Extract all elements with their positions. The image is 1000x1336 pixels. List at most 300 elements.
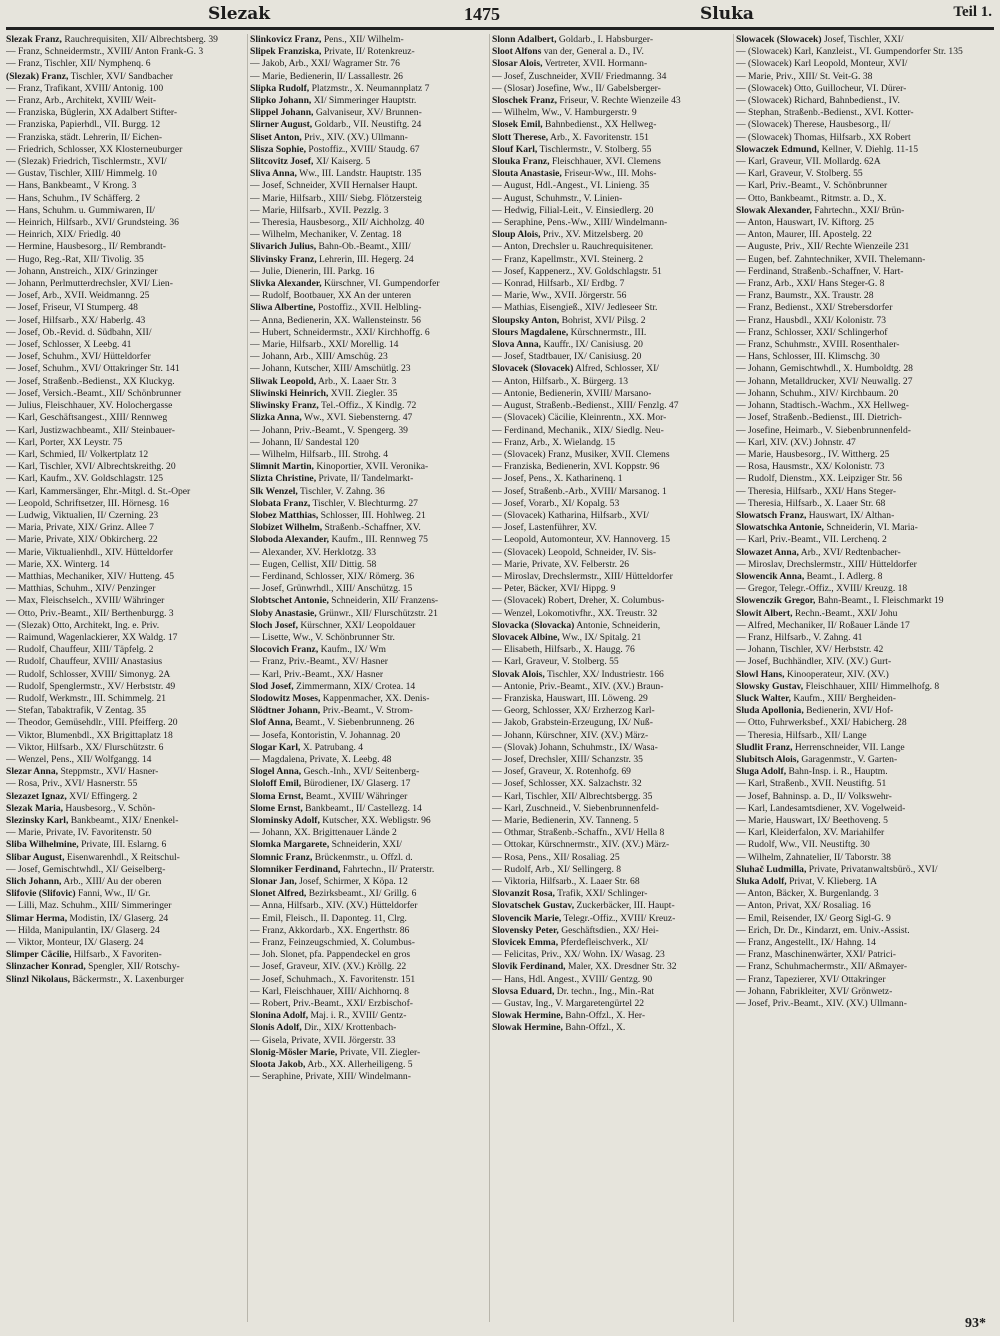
directory-entry: — (Slovacek) Cäcilie, Kleinrentn., XX. Mor- <box>492 412 667 424</box>
directory-entry: Slouta Anastasie, Friseur-Ww., III. Mohs- <box>492 168 657 180</box>
directory-entry: Slipko Johann, XI/ Simmeringer Hauptstr. <box>250 95 417 107</box>
directory-entry: — Karl, Landesamtsdiener, XV. Vogelweid- <box>736 802 906 814</box>
directory-entry: — (Slezak) Otto, Architekt, Ing. e. Priv. <box>6 619 160 631</box>
directory-entry: Slogel Anna, Gesch.-Inh., XVI/ Seitenberg- <box>250 766 420 778</box>
directory-entry: — Marie, Viktualienhdl., XIV. Hütteldorfer <box>6 546 173 558</box>
directory-entry: — Johann, II/ Sandestal 120 <box>250 436 359 448</box>
directory-entry: — Josef, Stadtbauer, IX/ Canisiusg. 20 <box>492 351 642 363</box>
directory-entry: — Wilhelm, Hilfsarb., III. Strohg. 4 <box>250 448 388 460</box>
directory-entry: — Johann, Perlmutterdrechsler, XVI/ Lien- <box>6 278 173 290</box>
directory-entry: — Theresia, Hilfsarb., XII/ Lange <box>736 729 867 741</box>
directory-entry: — Rudolf, Arb., XI/ Sellingerg. 8 <box>492 863 622 875</box>
column-divider <box>733 34 734 1322</box>
directory-entry: Slobez Matthias, Schlosser, III. Hohlweg. 21 <box>250 509 426 521</box>
directory-entry: Slödtner Johann, Priv.-Beamt., V. Strom- <box>250 705 413 717</box>
directory-entry: — (Slosar) Josefine, Ww., II/ Gabelsberger- <box>492 82 661 94</box>
directory-entry: Slovensky Peter, Geschäftsdien., XX/ Hei- <box>492 924 659 936</box>
directory-entry: — Marie, Priv., XIII/ St. Veit-G. 38 <box>736 70 873 82</box>
directory-entry: — Josef, Zuschneider, XVII/ Friedmanng. 34 <box>492 70 667 82</box>
directory-entry: — Konrad, Hilfsarb., XI/ Erdbg. 7 <box>492 278 625 290</box>
directory-entry: — Franz, Arb., Architekt, XVIII/ Weit- <box>6 95 157 107</box>
directory-entry: — Ferdinand, Straßenb.-Schaffner, V. Hart- <box>736 265 904 277</box>
directory-entry: — Karl, Justizwachbeamt., XII/ Steinbauer- <box>6 424 175 436</box>
directory-entry: — Hans, Hdl. Angest., XVIII/ Gentzg. 90 <box>492 973 653 985</box>
directory-entry: — (Slovacek) Franz, Musiker, XVII. Clemens <box>492 448 670 460</box>
directory-entry: — Johann, Tischler, XV/ Herbststr. 42 <box>736 644 884 656</box>
directory-entry: — Josef, Schuhmach., X. Favoritenstr. 151 <box>250 973 416 985</box>
directory-entry: — Josef, Friseur, VI Stumperg. 48 <box>6 302 138 314</box>
directory-entry: (Slezak) Franz, Tischler, XVI/ Sandbacher <box>6 70 173 82</box>
directory-entry: — Karl, Geschäftsangest., XIII/ Rennweg <box>6 412 168 424</box>
directory-entry: — Wenzel, Pens., XII/ Wolfgangg. 14 <box>6 753 152 765</box>
directory-entry: — Johann, Anstreich., XIX/ Grinzinger <box>6 265 158 277</box>
directory-entry: — (Slowacek) Richard, Bahnbedienst., IV. <box>736 95 900 107</box>
directory-entry: Sloboda Alexander, Kaufm., III. Rennweg 75 <box>250 534 428 546</box>
directory-entry: — Johann, Arb., XIII/ Amschüg. 23 <box>250 351 388 363</box>
directory-entry: — Josef, Schneider, XVII Hernalser Haupt. <box>250 180 418 192</box>
directory-entry: — Josef, Bahninsp. a. D., II/ Volkswehr- <box>736 790 892 802</box>
directory-entry: — (Slowacek) Karl Leopold, Monteur, XVI/ <box>736 58 908 70</box>
column-4 <box>736 34 994 1324</box>
directory-entry: Slezazet Ignaz, XVI/ Effingerg. 2 <box>6 790 138 802</box>
directory-entry: — Rudolf, Chauffeur, XVIII/ Anastasius <box>6 656 163 668</box>
directory-entry: — Johann, Priv.-Beamt., V. Spengerg. 39 <box>250 424 408 436</box>
directory-entry: — Franziska, Hauswart, III. Löweng. 29 <box>492 692 648 704</box>
directory-entry: — Marie, Hilfsarb., XXI/ Morellig. 14 <box>250 339 399 351</box>
directory-entry: — Josef, Ob.-Revid. d. Südbahn, XII/ <box>6 326 152 338</box>
directory-entry: — Viktor, Hilfsarb., XX/ Flurschützstr. 6 <box>6 741 164 753</box>
directory-entry: Slinzl Nikolaus, Bäckermstr., X. Laxenburger <box>6 973 184 985</box>
directory-entry: — Franz, Priv.-Beamt., XV/ Hasner <box>250 656 388 668</box>
directory-entry: — Josef, Lastenführer, XV. <box>492 522 597 534</box>
directory-entry: Slod Josef, Zimmermann, XIX/ Crotea. 14 <box>250 680 416 692</box>
directory-entry: — Josef, Graveur, X. Rotenhofg. 69 <box>492 766 631 778</box>
directory-entry: — Matthias, Schuhm., XIV/ Penzinger <box>6 583 156 595</box>
directory-entry: Sliwinsky Franz, Tel.-Offiz., X Kindlg. 72 <box>250 400 417 412</box>
directory-entry: — Franz, Arb., X. Wielandg. 15 <box>492 436 616 448</box>
directory-entry: — Antonie, Priv.-Beamt., XIV. (XV.) Braun- <box>492 680 664 692</box>
directory-entry: — Miroslav, Drechslermstr., XIII/ Hütteldorfer <box>492 570 673 582</box>
directory-entry: — Hans, Bankbeamt., V Krong. 3 <box>6 180 137 192</box>
directory-entry: Slifovie (Slifovic) Fanni, Ww., II/ Gr. <box>6 888 151 900</box>
directory-entry: — Anton, Hilfsarb., X. Bürgerg. 13 <box>492 375 629 387</box>
directory-entry: — Josef, Schlosser, X Leebg. 41 <box>6 339 132 351</box>
directory-entry: — Josef, Straßenb.-Bedienst., XX Kluckyg. <box>6 375 175 387</box>
directory-entry: Slonina Adolf, Maj. i. R., XVIII/ Gentz- <box>250 1010 407 1022</box>
directory-entry: — Marie, Hilfsarb., XIII/ Siebg. Flötzersteig <box>250 192 422 204</box>
directory-entry: — Rosa, Priv., XVI/ Hasnerstr. 55 <box>6 778 138 790</box>
directory-entry: — Josef, Straßenb.-Bedienst., III. Dietrich- <box>736 412 902 424</box>
directory-entry: Slubitsch Alois, Garagenmstr., V. Garten- <box>736 753 898 765</box>
column-divider <box>489 34 490 1322</box>
directory-entry: Sliset Anton, Priv., XIV. (XV.) Ullmann- <box>250 131 408 143</box>
directory-entry: — Hubert, Schneidermstr., XXI/ Kirchhoffg. 6 <box>250 326 430 338</box>
directory-entry: Slisza Sophie, Postoffiz., XVIII/ Staudg. 67 <box>250 143 420 155</box>
directory-entry: — Josef, Arb., XVII. Weidmanng. 25 <box>6 290 150 302</box>
directory-entry: Sloma Ernst, Beamt., XVIII/ Währinger <box>250 790 408 802</box>
directory-entry: Slowenczik Gregor, Bahn-Beamt., I. Fleischmarkt 19 <box>736 595 944 607</box>
directory-entry: Sluhač Ludmilla, Private, Privatanwaltsbürö., XVI/ <box>736 863 938 875</box>
directory-entry: — (Slowacek) Therese, Hausbesorg., II/ <box>736 119 891 131</box>
directory-entry: — Gustav, Tischler, XIII/ Himmelg. 10 <box>6 168 157 180</box>
directory-entry: Sluck Walter, Kaufm., XIII/ Bergheiden- <box>736 692 896 704</box>
directory-entry: Slowl Hans, Kinooperateur, XIV. (XV.) <box>736 668 889 680</box>
directory-entry: — Karl, Graveur, VII. Mollardg. 62A <box>736 156 881 168</box>
directory-entry: Slivinsky Franz, Lehrerin, III. Hegerg. 24 <box>250 253 414 265</box>
directory-entry: — Karl, Graveur, V. Stolberg. 55 <box>736 168 863 180</box>
directory-entry: Slome Ernst, Bankbeamt., II/ Castellezg. 14 <box>250 802 422 814</box>
directory-entry: — Karl, Tischler, XVI/ Albrechtskreithg. 20 <box>6 461 176 473</box>
directory-entry: Slowatschka Antonie, Schneiderin, VI. Maria- <box>736 522 918 534</box>
directory-entry: — Marie, Bedienerin, II/ Lassallestr. 26 <box>250 70 403 82</box>
directory-entry: — Eugen, Cellist, XII/ Dittig. 58 <box>250 558 377 570</box>
directory-entry: — Alexander, XV. Herklotzg. 33 <box>250 546 376 558</box>
directory-entry: Slezak Maria, Hausbesorg., V. Schön- <box>6 802 156 814</box>
directory-entry: — Franz, Kapellmstr., XVI. Steinerg. 2 <box>492 253 644 265</box>
directory-entry: — Josef, Grünwrhdl., XIII/ Anschützg. 15 <box>250 583 413 595</box>
directory-entry: Sloota Jakob, Arb., XX. Allerheiligeng. 5 <box>250 1059 413 1071</box>
directory-entry: — Theodor, Gemüsehdlr., VIII. Pfeifferg. 20 <box>6 717 178 729</box>
directory-entry: — Wilhelm, Mechaniker, V. Zentag. 18 <box>250 229 402 241</box>
directory-entry: — Rosa, Pens., XII/ Rosaliag. 25 <box>492 851 620 863</box>
directory-entry: — Gisela, Private, XVII. Jörgerstr. 33 <box>250 1034 396 1046</box>
header-part-label: Teil 1. <box>953 4 992 20</box>
directory-entry: — Wenzel, Lokomotivfhr., XX. Treustr. 32 <box>492 607 658 619</box>
directory-entry: — Theresia, Hausbesorg., XII/ Aichholzg. 40 <box>250 217 425 229</box>
directory-entry: Sliwa Albertine, Postoffiz., XVII. Helbling- <box>250 302 422 314</box>
directory-entry: — Karl, XIV. (XV.) Johnstr. 47 <box>736 436 856 448</box>
page-number: 1475 <box>464 4 500 24</box>
directory-entry: — Hans, Schuhm. u. Gummiwaren, II/ <box>6 204 155 216</box>
directory-entry: Slowit Albert, Rechn.-Beamt., XXI/ Johu <box>736 607 898 619</box>
directory-entry: — Josef, Vorarb., XI/ Kopalg. 53 <box>492 497 620 509</box>
directory-entry: — Josefa, Kontoristin, V. Johannag. 20 <box>250 729 401 741</box>
directory-entry: — Mathias, Eisengieß., XIV/ Jedleseer Str. <box>492 302 658 314</box>
directory-entry: Slivka Alexander, Kürschner, VI. Gumpendorfer <box>250 278 440 290</box>
directory-entry: Sloschek Franz, Friseur, V. Rechte Wienzeile 43 <box>492 95 681 107</box>
directory-entry: — August, Schuhmstr., V. Linien- <box>492 192 623 204</box>
directory-entry: Slomnic Franz, Brückenmstr., u. Offzl. d. <box>250 851 413 863</box>
directory-entry: Slimper Cäcilie, Hilfsarb., X Favoriten- <box>6 949 162 961</box>
directory-entry: Slowsky Gustav, Fleischhauer, XIII/ Himmelhofg. 8 <box>736 680 940 692</box>
directory-entry: — Peter, Bäcker, XVI/ Hippg. 9 <box>492 583 616 595</box>
directory-entry: Slonig-Mösler Marie, Private, VII. Ziegler- <box>250 1046 421 1058</box>
directory-entry: — (Slowacek) Thomas, Hilfsarb., XX Robert <box>736 131 911 143</box>
directory-entry: — Erich, Dr. Dr., Kindarzt, em. Univ.-Assist. <box>736 924 910 936</box>
directory-entry: — Rudolf, Bootbauer, XX An der unteren <box>250 290 412 302</box>
directory-entry: — Raimund, Wagenlackierer, XX Waldg. 17 <box>6 631 178 643</box>
directory-entry: — Franz, Akkordarb., XX. Engerthstr. 86 <box>250 924 410 936</box>
directory-entry: — Johann, Gemischtwhdl., X. Humboldtg. 28 <box>736 363 913 375</box>
directory-entry: — (Slovacek) Robert, Dreher, X. Columbus- <box>492 595 665 607</box>
directory-entry: — Hilda, Manipulantin, IX/ Glaserg. 24 <box>6 924 160 936</box>
directory-entry: — Josef, Straßenb.-Arb., XVIII/ Marsanog. 1 <box>492 485 667 497</box>
directory-entry: — Gustav, Ing., V. Margaretengürtel 22 <box>492 998 645 1010</box>
directory-entry: — Franz, Maschinenwärter, XXI/ Patrici- <box>736 949 896 961</box>
directory-entry: — Rudolf, Werkmstr., III. Schimmelg. 21 <box>6 692 166 704</box>
directory-entry: — Rosa, Hausmstr., XX/ Kolonistr. 73 <box>736 461 885 473</box>
directory-entry: — Hedwig, Filial-Leit., V. Einsiedlerg. 20 <box>492 204 654 216</box>
directory-entry: — Rudolf, Chauffeur, XIII/ Täpfelg. 2 <box>6 644 154 656</box>
directory-entry: Sloby Anastasie, Grünwr., XII/ Flurschützstr. 21 <box>250 607 438 619</box>
footer-mark: 93* <box>965 1316 986 1331</box>
directory-entry: — Emil, Fleisch., II. Daponteg. 11, Clrg. <box>250 912 407 924</box>
directory-entry: Slirner August, Goldarb., VII. Neustiftg. 24 <box>250 119 422 131</box>
directory-entry: — Franziska, Bedienerin, XVI. Koppstr. 96 <box>492 461 660 473</box>
directory-entry: Slobata Franz, Tischler, V. Blechturmg. 27 <box>250 497 418 509</box>
directory-entry: — Rudolf, Spenglermstr., XV/ Herbststr. 49 <box>6 680 176 692</box>
directory-entry: — Johann, Kutscher, XIII/ Amschütlg. 23 <box>250 363 411 375</box>
directory-entry: Slezinsky Karl, Bankbeamt., XIX/ Enenkel- <box>6 815 179 826</box>
directory-entry: — Johann, Stadtisch.-Wachm., XX Hellweg- <box>736 400 909 412</box>
directory-entry: — Johann, Metalldrucker, XVI/ Neuwallg. 27 <box>736 375 913 387</box>
directory-entry: — (Slezak) Friedrich, Tischlermstr., XVI/ <box>6 156 167 168</box>
directory-entry: Slovak Alois, Tischler, XX/ Industriestr. 166 <box>492 668 664 680</box>
directory-entry: — (Slowacek) Karl, Kanzleist., VI. Gumpendorfer Str. 135 <box>736 46 963 58</box>
directory-entry: Slof Anna, Beamt., V. Siebenbrunneng. 26 <box>250 717 415 729</box>
directory-entry: — Josef, Gemischtwhdl., XI/ Geiselberg- <box>6 863 166 875</box>
directory-entry: Slott Therese, Arb., X. Favoritenstr. 151 <box>492 131 649 143</box>
directory-entry: — Marie, Private, XIX/ Obkircherg. 22 <box>6 534 158 546</box>
directory-entry: — (Slowacek) Otto, Guillocheur, VI. Dürer- <box>736 82 907 94</box>
directory-entry: — Franziska, Papierhdl., VII. Burgg. 12 <box>6 119 161 131</box>
directory-entry: — Antonie, Bedienerin, XVIII/ Marsano- <box>492 387 652 399</box>
directory-entry: Slosar Alois, Vertreter, XVII. Hormann- <box>492 58 648 70</box>
directory-entry: — Seraphine, Pens.-Ww., XIII/ Windelmann- <box>492 217 668 229</box>
directory-entry: Slimar Herma, Modistin, IX/ Glaserg. 24 <box>6 912 169 924</box>
directory-entry: — Karl, Fleischhauer, XIII/ Aichhornq. 8 <box>250 985 409 997</box>
directory-entry: — Viktor, Monteur, IX/ Glaserg. 24 <box>6 937 144 949</box>
directory-entry: — Matthias, Mechaniker, XIV/ Hutteng. 45 <box>6 570 175 582</box>
header-left-word: Slezak <box>208 4 270 24</box>
directory-entry: Slezak Franz, Rauchrequisiten, XII/ Albrechtsberg. 39 <box>6 34 218 45</box>
directory-entry: — Heinrich, Hilfsarb., XVI/ Grundsteing. 36 <box>6 217 179 229</box>
directory-entry: — Othmar, Straßenb.-Schaffn., XVI/ Hella 8 <box>492 827 665 839</box>
directory-entry: — Josef, Hilfsarb., XX/ Haberlg. 43 <box>6 314 146 326</box>
directory-entry: — Rudolf, Ww., VII. Neustiftg. 30 <box>736 839 870 851</box>
directory-entry: — Anton, Hauswart, IV. Kiftorg. 25 <box>736 217 874 229</box>
directory-entry: Slowak Hermine, Bahn-Offzl., X. Her- <box>492 1010 646 1022</box>
directory-entry: — Ferdinand, Schlosser, XIX/ Römerg. 36 <box>250 570 415 582</box>
directory-entry: — Hans, Schuhm., IV Schäfferg. 2 <box>6 192 141 204</box>
directory-entry: — Seraphine, Private, XIII/ Windelmann- <box>250 1071 411 1083</box>
directory-entry: — Gregor, Telegr.-Offiz., XVIII/ Kreuzg. 18 <box>736 583 908 595</box>
directory-entry: Slinkovicz Franz, Pens., XII/ Wilhelm- <box>250 34 404 45</box>
directory-entry: — Ludwig, Viktualien, II/ Czerning. 23 <box>6 509 159 521</box>
column-divider <box>247 34 248 1322</box>
directory-entry: — Georg, Schlosser, XX/ Erzherzog Karl- <box>492 705 655 717</box>
directory-entry: Slobizet Wilhelm, Straßenb.-Schaffner, XV. <box>250 522 421 534</box>
column-2 <box>250 34 486 1324</box>
directory-entry: Slonar Jan, Josef, Schirmer, X Köpa. 12 <box>250 876 408 888</box>
directory-entry: — Karl, Zuschneid., V. Siebenbrunnenfeld- <box>492 802 659 814</box>
directory-entry: Slipka Rudolf, Platzmstr., X. Neumannplatz 7 <box>250 82 430 94</box>
directory-entry: — Karl, Priv.-Beamt., XX/ Hasner <box>250 668 384 680</box>
directory-entry: Slowaczek Edmund, Kellner, V. Diehlg. 11-15 <box>736 143 918 155</box>
directory-entry: — Johann, Fabrikleiter, XVI/ Grönwetz- <box>736 985 893 997</box>
directory-entry: Sludlit Franz, Herrenschneider, VII. Lange <box>736 741 905 753</box>
directory-entry: Slovencik Marie, Telegr.-Offiz., XVIII/ Kreuz- <box>492 912 676 924</box>
directory-entry: Slouka Franz, Fleischhauer, XVI. Clemens <box>492 156 661 168</box>
directory-entry: — August, Hdl.-Angest., VI. Linieng. 35 <box>492 180 650 192</box>
directory-entry: — Julie, Dienerin, III. Parkg. 16 <box>250 265 375 277</box>
directory-entry: Slk Wenzel, Tischler, V. Zahng. 36 <box>250 485 385 497</box>
directory-entry: — Josefine, Heimarb., V. Siebenbrunnenfeld- <box>736 424 911 436</box>
directory-entry: — Karl, Schmied, II/ Volkertplatz 12 <box>6 448 149 460</box>
directory-entry: Sliba Wilhelmine, Private, III. Eslarng. 6 <box>6 839 167 851</box>
directory-entry: — Otto, Bankbeamt., Ritmstr. a. D., X. <box>736 192 887 204</box>
directory-entry: Slomniker Ferdinand, Fahrtechn., II/ Praterstr. <box>250 863 435 875</box>
directory-entry: — Hugo, Reg.-Rat, XII/ Tivolig. 35 <box>6 253 144 265</box>
directory-entry: Slosek Emil, Bahnbedienst., XX Hellweg- <box>492 119 657 131</box>
directory-entry: — Jakob, Grabstein-Erzeugung, IX/ Nuß- <box>492 717 653 729</box>
directory-entry: Sloot Alfons van der, General a. D., IV. <box>492 46 644 58</box>
directory-entry: — Otto, Priv.-Beamt., XII/ Berthenburgg. 3 <box>6 607 174 619</box>
directory-entry: — Karl, Porter, XX Leystr. 75 <box>6 436 123 448</box>
directory-entry: Slours Magdalene, Kürschnermstr., III. <box>492 326 647 338</box>
directory-entry: Slowak Alexander, Fahrtechn., XXI/ Brün- <box>736 204 905 216</box>
directory-entry: — Viktor, Blumenbdl., XX Brigittaplatz 18 <box>6 729 173 741</box>
directory-entry: — Otto, Fuhrwerksbef., XXI/ Habicherg. 28 <box>736 717 907 729</box>
page-header <box>0 0 1000 30</box>
directory-entry: — Alfred, Mechaniker, II/ Roßauer Lände 17 <box>736 619 910 631</box>
directory-entry: — Leopold, Schriftsetzer, III. Hörnesg. 16 <box>6 497 169 509</box>
directory-entry: Slipek Franziska, Private, II/ Rotenkreuz- <box>250 46 415 58</box>
directory-entry: — Josef, Pens., X. Katharinenq. 1 <box>492 473 623 485</box>
directory-entry: — Franz, Hausbdl., XXI/ Kolonistr. 73 <box>736 314 887 326</box>
directory-entry: — Franz, Angestellt., IX/ Hahng. 14 <box>736 937 876 949</box>
directory-entry: Slowacek (Slowacek) Josef, Tischler, XXI/ <box>736 34 904 45</box>
directory-entry: — Josef, Priv.-Beamt., XIV. (XV.) Ullmann- <box>736 998 907 1010</box>
directory-entry: — Robert, Priv.-Beamt., XXI/ Erzbischof- <box>250 998 413 1010</box>
directory-entry: — Anton, Bäcker, X. Burgenlandg. 3 <box>736 888 879 900</box>
directory-entry: — Josef, Schuhm., XVI/ Hütteldorfer <box>6 351 151 363</box>
directory-entry: — Karl, Kaufm., XV. Goldschlagstr. 125 <box>6 473 164 485</box>
directory-entry: — Franz, Bedienst., XXI/ Strebersdorfer <box>736 302 893 314</box>
directory-entry: Sloch Josef, Kürschner, XXI/ Leopoldauer <box>250 619 416 631</box>
directory-entry: — Heinrich, XIX/ Friedlg. 40 <box>6 229 121 241</box>
directory-entry: — Josef, Drechsler, XIII/ Schanzstr. 35 <box>492 753 643 765</box>
directory-entry: Slogar Karl, X. Patrubang. 4 <box>250 741 364 753</box>
directory-entry: Slizta Christine, Private, II/ Tandelmarkt- <box>250 473 414 485</box>
directory-entry: — Franz, Tapezierer, XVI/ Ottakringer <box>736 973 886 985</box>
directory-entry: Slowazet Anna, Arb., XVI/ Redtenbacher- <box>736 546 901 558</box>
directory-entry: Slowak Hermine, Bahn-Offzl., X. <box>492 1022 626 1034</box>
directory-entry: Slomka Margarete, Schneiderin, XXI/ <box>250 839 402 851</box>
directory-entry: — Stephan, Straßenb.-Bedienst., XVI. Kotter- <box>736 107 914 119</box>
directory-entry: — Friedrich, Schlosser, XX Klosterneuburger <box>6 143 183 155</box>
directory-entry: — Marie, Private, XV. Felberstr. 26 <box>492 558 630 570</box>
header-right-word: Sluka <box>700 4 754 24</box>
directory-entry: — Karl, Priv.-Beamt., VII. Lerchenq. 2 <box>736 534 887 546</box>
directory-entry: — Rudolf, Schlosser, XVIII/ Simonyg. 2A <box>6 668 171 680</box>
directory-entry: — Stefan, Tabaktrafik, V Zentag. 35 <box>6 705 147 717</box>
directory-entry: — (Slovacek) Katharina, Hilfsarb., XVI/ <box>492 509 649 521</box>
directory-entry: Slonet Alfred, Bezirksbeamt., XI/ Grillg. 6 <box>250 888 417 900</box>
directory-entry: Slowencik Anna, Beamt., I. Adlerg. 8 <box>736 570 883 582</box>
directory-entry: — Eugen, bef. Zahntechniker, XVII. Thelemann- <box>736 253 926 265</box>
directory-entry: — Anton, Drechsler u. Rauchrequisitener. <box>492 241 654 253</box>
directory-entry: — Franziska, städt. Lehrerin, II/ Eichen- <box>6 131 163 143</box>
directory-entry: — Josef, Graveur, XIV. (XV.) Kröllg. 22 <box>250 961 407 973</box>
directory-entry: Slippel Johann, Galvaniseur, XV/ Brunnen- <box>250 107 422 119</box>
directory-entry: — Josef, Versich.-Beamt., XII/ Schönbrunner <box>6 387 182 399</box>
directory-entry: — Franz, Tischler, XII/ Nymphenq. 6 <box>6 58 151 70</box>
directory-entry: Slovacka (Slovacka) Antonie, Schneiderin, <box>492 619 661 631</box>
directory-entry: — Felicitas, Priv., XX/ Wohn. IX/ Wasag. 23 <box>492 949 665 961</box>
directory-entry: — Jakob, Arb., XXI/ Wagramer Str. 76 <box>250 58 400 70</box>
directory-entry: Slimnit Martin, Kinoportier, XVII. Veronika- <box>250 461 429 473</box>
directory-entry: — (Slovacek) Leopold, Schneider, IV. Sis- <box>492 546 657 558</box>
directory-entry: Sluka Adolf, Privat, V. Klieberg. 1A <box>736 876 878 888</box>
directory-entry: Slich Johann, Arb., XIII/ Au der oberen <box>6 876 162 888</box>
directory-entry: — Anton, Privat, XX/ Rosaliag. 16 <box>736 900 871 912</box>
directory-entry: Sloupsky Anton, Bohrist, XVI/ Pilsg. 2 <box>492 314 646 326</box>
directory-entry: Slovacek (Slovacek) Alfred, Schlosser, XI/ <box>492 363 659 375</box>
directory-entry: Slovatschek Gustav, Zuckerbäcker, III. Haupt- <box>492 900 675 912</box>
directory-entry: — Theresia, Hilfsarb., X. Laaer Str. 68 <box>736 497 886 509</box>
directory-entry: — Marie, XX. Winterg. 14 <box>6 558 110 570</box>
directory-entry: — Josef, Buchhändler, XIV. (XV.) Gurt- <box>736 656 892 668</box>
directory-entry: Slinzacher Konrad, Spengler, XII/ Rotschy- <box>6 961 180 973</box>
directory-entry: Slovacek Albine, Ww., IX/ Spitalg. 21 <box>492 631 642 643</box>
directory-entry: — Joh. Slonet, pfa. Pappendeckel en gros <box>250 949 411 961</box>
directory-entry: — Karl, Kammersänger, Ehr.-Mitgl. d. St.-Oper <box>6 485 191 497</box>
directory-entry: Slobtschet Antonie, Schneiderin, XII/ Franzens- <box>250 595 439 607</box>
directory-entry: — Josef, Schlosser, XX. Salzachstr. 32 <box>492 778 642 790</box>
column-3 <box>492 34 730 1324</box>
directory-entry: — Auguste, Priv., XII/ Rechte Wienzeile 231 <box>736 241 910 253</box>
directory-entry: Sloloff Emil, Bürodiener, IX/ Glaserg. 17 <box>250 778 411 790</box>
directory-entry: Sliwinski Heinrich, XVII. Ziegler. 35 <box>250 387 398 399</box>
directory-entry: — Ferdinand, Mechanik., XIX/ Siedlg. Neu- <box>492 424 664 436</box>
column-1 <box>6 34 244 1324</box>
directory-entry: Slominsky Adolf, Kutscher, XX. Webligstr. 96 <box>250 815 431 826</box>
directory-entry: — Theresia, Hilfsarb., XXI/ Hans Steger- <box>736 485 897 497</box>
directory-entry: — Anna, Hilfsarb., XIV. (XV.) Hütteldorfer <box>250 900 418 912</box>
directory-entry: — Franz, Schlosser, XXI/ Schlingerhof <box>736 326 888 338</box>
directory-entry: — Julius, Fleischhauer, XV. Holochergasse <box>6 400 173 412</box>
directory-entry: — Karl, Graveur, V. Stolberg. 55 <box>492 656 619 668</box>
directory-entry: — Maria, Private, XIX/ Grinz. Allee 7 <box>6 522 154 534</box>
directory-entry: Slonn Adalbert, Goldarb., I. Habsburger- <box>492 34 654 45</box>
directory-entry: — Karl, Priv.-Beamt., V. Schönbrunner <box>736 180 888 192</box>
directory-entry: — Marie, Private, IV. Favoritenstr. 50 <box>6 827 152 839</box>
directory-entry: — Max, Fleischselch., XVIII/ Währinger <box>6 595 165 607</box>
directory-entry: — Lilli, Maz. Schuhm., XIII/ Simmeringer <box>6 900 172 912</box>
directory-entry: Slonis Adolf, Dir., XIX/ Krottenbach- <box>250 1022 397 1034</box>
directory-entry: — Johann, Schuhm., XIV/ Kirchbaum. 20 <box>736 387 899 399</box>
directory-entry: — Marie, Hausbesorg., IV. Wittherg. 25 <box>736 448 890 460</box>
directory-entry: — Karl, Kleiderfalon, XV. Mariahilfer <box>736 827 885 839</box>
directory-entry: — Karl, Tischler, XII/ Albrechtsbergg. 35 <box>492 790 653 802</box>
directory-entry: — Hermine, Hausbesorg., II/ Rembrandt- <box>6 241 166 253</box>
directory-entry: — Wilhelm, Zahnatelier, II/ Taborstr. 38 <box>736 851 891 863</box>
directory-entry: — Josef, Kappenerz., XV. Goldschlagstr. 51 <box>492 265 662 277</box>
directory-entry: Slodowitz Moses, Kappenmacher, XX. Denis- <box>250 692 430 704</box>
directory-entry: — Franz, Schuhmachermstr., XII/ Aßmayer- <box>736 961 908 973</box>
directory-entry: — Anna, Bedienerin, XX. Wallensteinstr. 56 <box>250 314 421 326</box>
directory-entry: Sloup Alois, Priv., XV. Mitzelsberg. 20 <box>492 229 643 241</box>
directory-entry: Sliwak Leopold, Arb., X. Laaer Str. 3 <box>250 375 397 387</box>
directory-entry: Slovik Ferdinand, Maler, XX. Dresdner Str. 32 <box>492 961 677 973</box>
directory-entry: — Franz, Schneidermstr., XVIII/ Anton Frank-G. 3 <box>6 46 204 58</box>
directory-entry: Slizka Anna, Ww., XVI. Siebensterng. 47 <box>250 412 413 424</box>
directory-entry: — Franz, Schuhmstr., XVIII. Rosenthaler- <box>736 339 900 351</box>
directory-entry: — Franz, Arb., XXI/ Hans Steger-G. 8 <box>736 278 885 290</box>
directory-entry: Slovanzit Rosa, Trafik, XXI/ Schlinger- <box>492 888 648 900</box>
directory-entry: — Elisabeth, Hilfsarb., X. Haugg. 76 <box>492 644 635 656</box>
